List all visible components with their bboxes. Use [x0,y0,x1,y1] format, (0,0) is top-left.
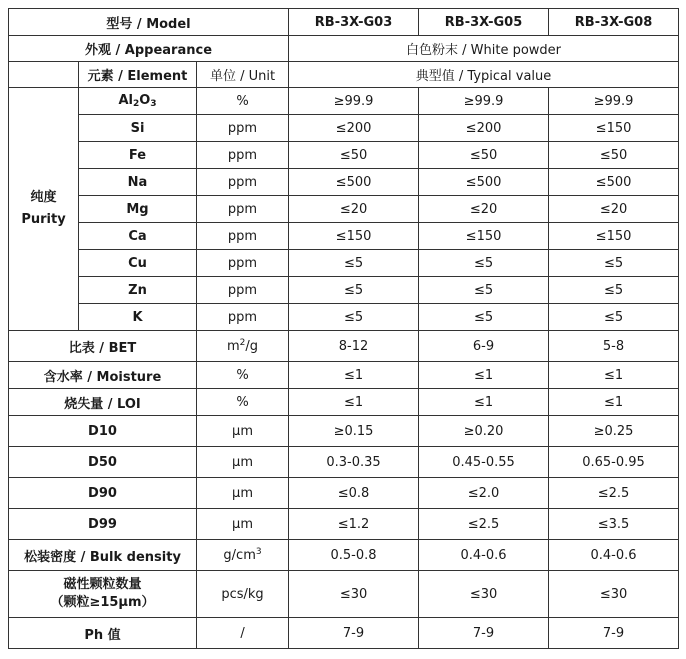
unit-label: 单位 / Unit [197,62,289,88]
value-g03: 8-12 [289,331,419,362]
unit-cell: ppm [197,250,289,277]
value-g08: ≤30 [549,571,679,618]
unit-cell: % [197,88,289,115]
unit-cell: ppm [197,277,289,304]
value-g05: ≥99.9 [419,88,549,115]
value-g05: ≤5 [419,250,549,277]
unit-cell: ppm [197,304,289,331]
unit-cell: μm [197,509,289,540]
unit-cell: ppm [197,142,289,169]
d50-label: D50 [9,447,197,478]
value-g05: 0.4-0.6 [419,540,549,571]
value-g08: ≤1 [549,389,679,416]
value-g08: ≤50 [549,142,679,169]
loi-row [9,389,679,416]
magnetic-label-line1: 磁性颗粒数量 [63,577,142,592]
element-name: Zn [79,277,197,304]
value-g03: 0.5-0.8 [289,540,419,571]
element-name: Mg [79,196,197,223]
value-g08: ≤5 [549,277,679,304]
element-name: $Al_2O_3$ [79,88,197,115]
d10-label: D10 [9,416,197,447]
unit-cell: pcs/kg [197,571,289,618]
element-name: Ca [79,223,197,250]
value-g08: ≥99.9 [549,88,679,115]
value-g08: ≤20 [549,196,679,223]
magnetic-label-line2: （颗粒≥15μm） [50,595,155,610]
purity-row-al2o3 [9,88,679,115]
magnetic-particles-row [9,571,679,618]
unit-cell: ppm [197,169,289,196]
value-g03: ≤30 [289,571,419,618]
value-g05: ≤150 [419,223,549,250]
purity-row-ca [9,223,679,250]
value-g05: ≤30 [419,571,549,618]
value-g03: ≤0.8 [289,478,419,509]
element-header-row [9,62,679,88]
value-g08: ≤150 [549,115,679,142]
model-label: 型号 / Model [9,9,289,36]
bulk-density-label: 松装密度 / Bulk density [9,540,197,571]
value-g08: 7-9 [549,618,679,649]
value-g03: ≤500 [289,169,419,196]
element-name: Na [79,169,197,196]
value-g05: ≤500 [419,169,549,196]
value-g08: ≤3.5 [549,509,679,540]
purity-row-zn [9,277,679,304]
value-g03: ≤50 [289,142,419,169]
bet-label: 比表 / BET [9,331,197,362]
appearance-label: 外观 / Appearance [9,36,289,62]
unit-cell: ppm [197,196,289,223]
value-g05: ≤1 [419,362,549,389]
element-name: Si [79,115,197,142]
unit-cell: $m^2/g$ [197,331,289,362]
bulk-density-row [9,540,679,571]
d99-row [9,509,679,540]
element-name: K [79,304,197,331]
purity-row-cu [9,250,679,277]
purity-row-na [9,169,679,196]
purity-row-mg [9,196,679,223]
value-g03: ≤1 [289,389,419,416]
value-g08: ≤5 [549,304,679,331]
d10-row [9,416,679,447]
appearance-value: 白色粉末 / White powder [289,36,679,62]
moisture-row [9,362,679,389]
value-g03: ≤20 [289,196,419,223]
value-g03: ≥0.15 [289,416,419,447]
unit-cell: % [197,362,289,389]
unit-cell: μm [197,447,289,478]
value-g08: 5-8 [549,331,679,362]
unit-cell: ppm [197,115,289,142]
purity-row-si [9,115,679,142]
ph-row [9,618,679,649]
value-g03: ≤5 [289,304,419,331]
value-g03: ≤150 [289,223,419,250]
unit-cell: % [197,389,289,416]
purity-row-k [9,304,679,331]
value-g08: ≤5 [549,250,679,277]
value-g05: 0.45-0.55 [419,447,549,478]
value-g05: 6-9 [419,331,549,362]
value-g03: ≥99.9 [289,88,419,115]
value-g08: ≥0.25 [549,416,679,447]
bet-row [9,331,679,362]
value-g03: 7-9 [289,618,419,649]
unit-cell: ppm [197,223,289,250]
value-g08: 0.4-0.6 [549,540,679,571]
value-g08: 0.65-0.95 [549,447,679,478]
value-g08: ≤1 [549,362,679,389]
ph-label: Ph 值 [9,618,197,649]
typical-value-label: 典型值 / Typical value [289,62,679,88]
element-name: Fe [79,142,197,169]
unit-cell: μm [197,416,289,447]
value-g05: ≤2.5 [419,509,549,540]
model-header-row [9,9,679,36]
purity-label-cn: 纯度 [30,190,57,205]
d90-label: D90 [9,478,197,509]
unit-cell: / [197,618,289,649]
value-g08: ≤500 [549,169,679,196]
magnetic-particles-label [9,571,197,618]
d90-row [9,478,679,509]
value-g05: 7-9 [419,618,549,649]
model-g03: RB-3X-G03 [289,9,419,36]
value-g05: ≤5 [419,304,549,331]
value-g05: ≤2.0 [419,478,549,509]
d50-row [9,447,679,478]
value-g03: ≤1.2 [289,509,419,540]
value-g03: ≤1 [289,362,419,389]
appearance-row [9,36,679,62]
value-g05: ≤50 [419,142,549,169]
purity-label-en: Purity [21,212,66,227]
loi-label: 烧失量 / LOI [9,389,197,416]
blank-header-cell [9,62,79,88]
model-g08: RB-3X-G08 [549,9,679,36]
value-g08: ≤150 [549,223,679,250]
unit-cell: $g/cm^3$ [197,540,289,571]
value-g05: ≥0.20 [419,416,549,447]
value-g03: ≤200 [289,115,419,142]
unit-cell: μm [197,478,289,509]
d99-label: D99 [9,509,197,540]
moisture-label: 含水率 / Moisture [9,362,197,389]
purity-row-fe [9,142,679,169]
element-label: 元素 / Element [79,62,197,88]
value-g03: ≤5 [289,250,419,277]
element-name: Cu [79,250,197,277]
value-g03: 0.3-0.35 [289,447,419,478]
value-g05: ≤1 [419,389,549,416]
value-g05: ≤200 [419,115,549,142]
value-g05: ≤5 [419,277,549,304]
spec-table [8,8,679,649]
value-g03: ≤5 [289,277,419,304]
value-g05: ≤20 [419,196,549,223]
model-g05: RB-3X-G05 [419,9,549,36]
purity-label [9,88,79,331]
value-g08: ≤2.5 [549,478,679,509]
